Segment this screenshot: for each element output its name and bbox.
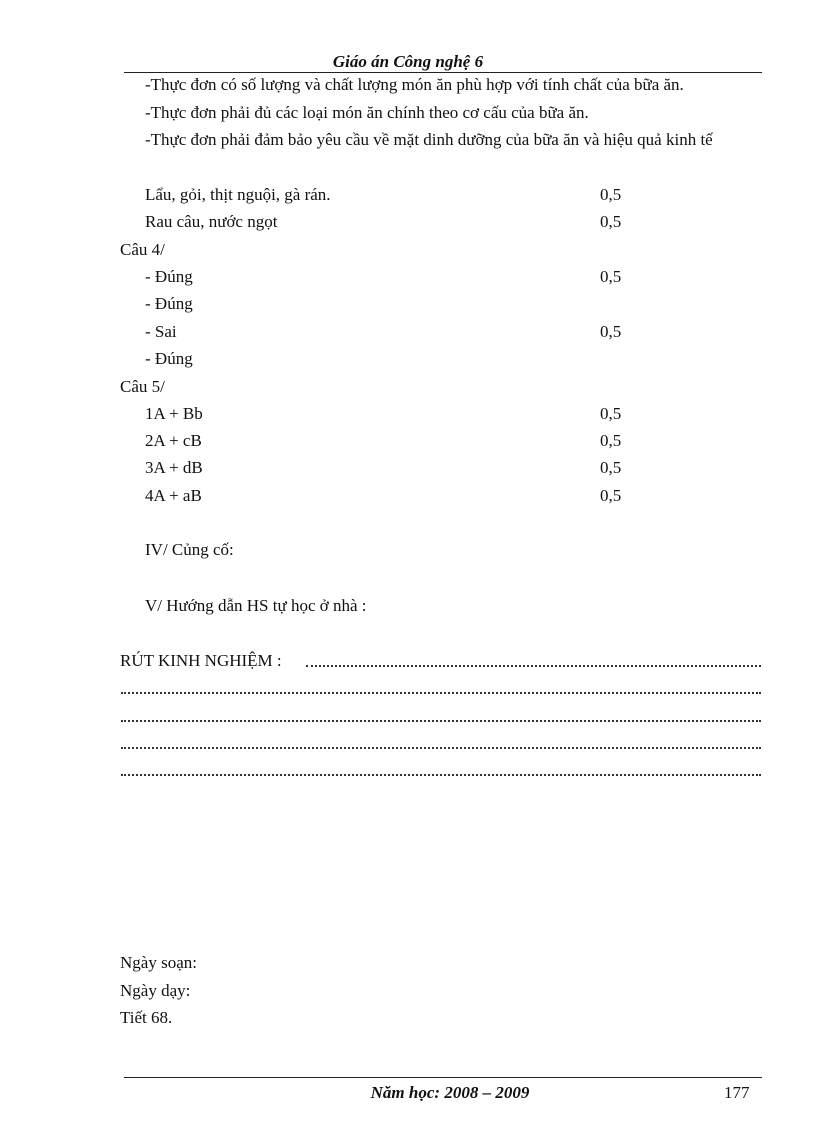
tiet-label: Tiết 68.: [120, 1008, 173, 1027]
experience-dotted-line: [121, 692, 761, 694]
cau5-item: 1A + Bb: [145, 404, 203, 423]
experience-dotted-line: [121, 720, 761, 722]
footer-school-year: Năm học: 2008 – 2009: [370, 1083, 530, 1102]
dish-row-text: Lẩu, gỏi, thịt nguội, gà rán.: [145, 185, 331, 204]
cau4-item: - Sai: [145, 322, 177, 341]
cau5-item: 4A + aB: [145, 486, 202, 505]
experience-label: RÚT KINH NGHIỆM :: [120, 651, 282, 670]
cau5-score: 0,5: [600, 431, 622, 450]
cau4-score: 0,5: [600, 322, 622, 341]
section-iv-heading: IV/ Củng cố:: [145, 540, 234, 559]
cau4-score: 0,5: [600, 267, 622, 286]
experience-dotted-line: [306, 665, 761, 667]
dish-row-score: 0,5: [600, 185, 622, 204]
cau4-item: - Đúng: [145, 349, 193, 368]
page-number: 177: [724, 1083, 750, 1102]
cau5-score: 0,5: [600, 404, 622, 423]
menu-requirement-2: -Thực đơn phải đủ các loại món ăn chính theo cơ cấu của bữa ăn.: [145, 103, 589, 122]
experience-dotted-line: [121, 747, 761, 749]
cau4-heading: Câu 4/: [120, 240, 165, 259]
menu-requirement-1: -Thực đơn có số lượng và chất lượng món ăn phù hợp với tính chất của bữa ăn.: [145, 75, 684, 94]
footer-rule: [124, 1077, 762, 1078]
cau5-score: 0,5: [600, 486, 622, 505]
nutrition-requirement: -Thực đơn phải đảm bảo yêu cầu về mặt dinh dưỡng của bữa ăn và hiệu quả kinh tế: [145, 130, 713, 149]
section-v-heading: V/ Hướng dẫn HS tự học ở nhà :: [145, 596, 367, 615]
ngay-day-label: Ngày dạy:: [120, 981, 191, 1000]
cau5-item: 2A + cB: [145, 431, 202, 450]
cau4-item: - Đúng: [145, 294, 193, 313]
cau5-score: 0,5: [600, 458, 622, 477]
cau5-heading: Câu 5/: [120, 377, 165, 396]
cau5-item: 3A + dB: [145, 458, 203, 477]
dish-row-score: 0,5: [600, 212, 622, 231]
experience-dotted-line: [121, 774, 761, 776]
ngay-soan-label: Ngày soạn:: [120, 953, 197, 972]
header-rule: [124, 72, 762, 73]
page-header-title: Giáo án Công nghệ 6: [332, 52, 484, 71]
dish-row-text: Rau câu, nước ngọt: [145, 212, 278, 231]
cau4-item: - Đúng: [145, 267, 193, 286]
